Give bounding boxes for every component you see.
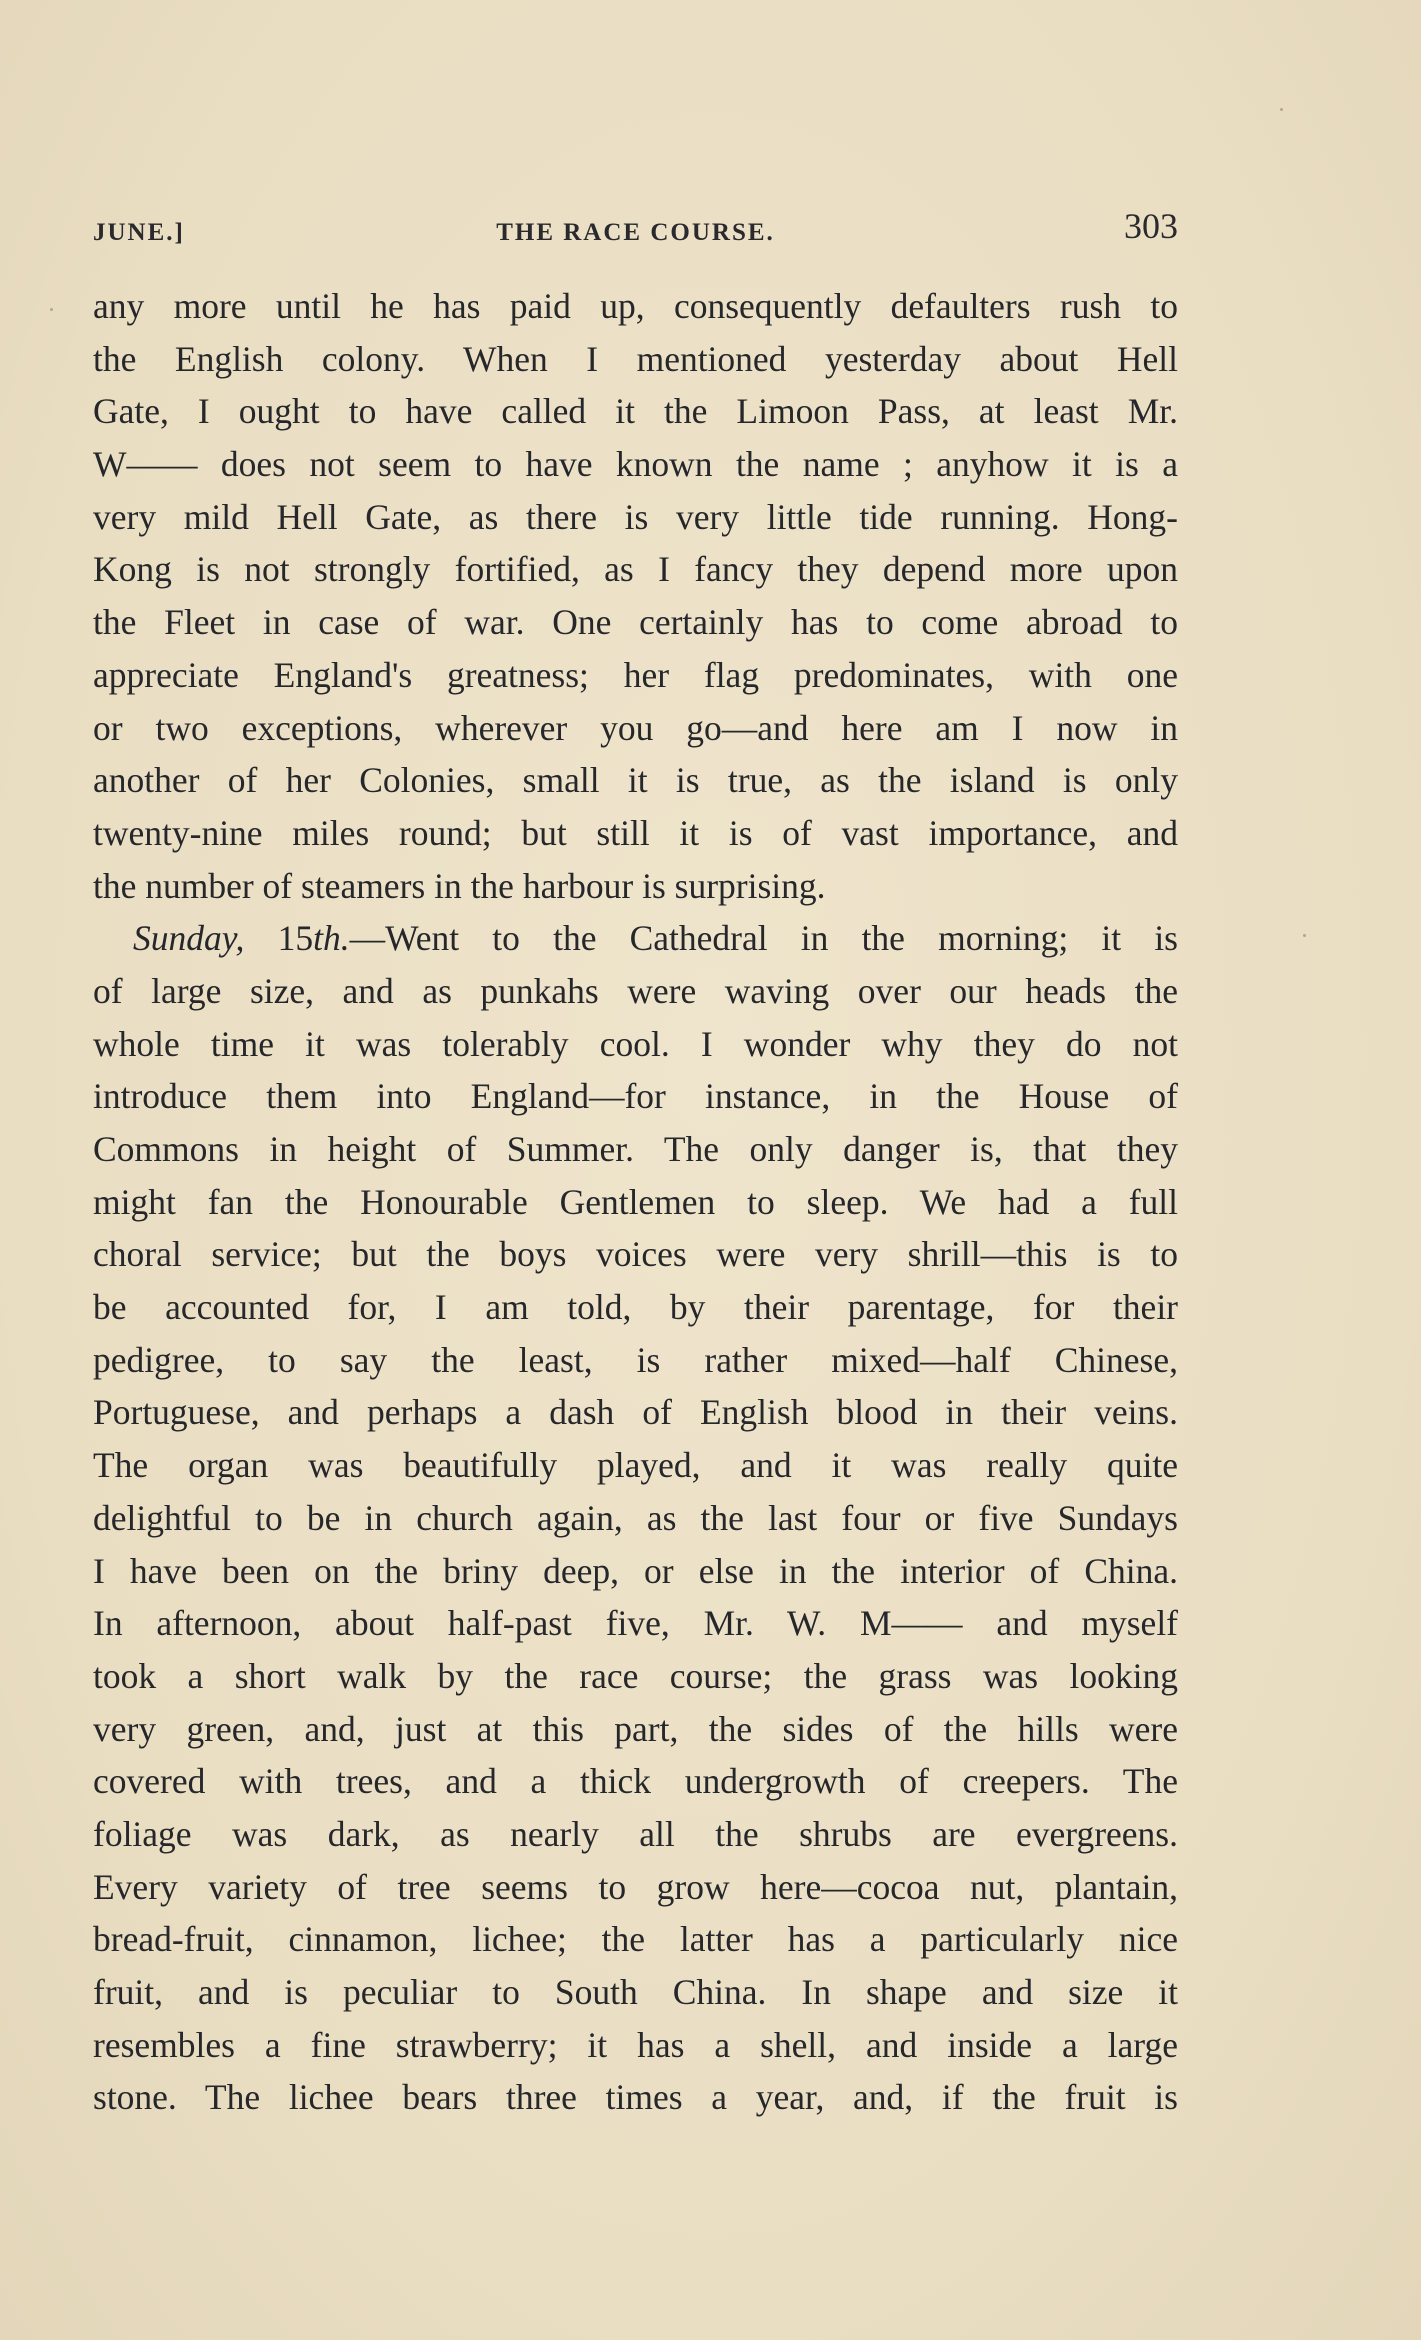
text-line: another of her Colonies, small it is true, as the island is only	[93, 760, 1178, 801]
text-line: the English colony. When I mentioned yesterday about Hell	[93, 338, 1178, 379]
text-line: very mild Hell Gate, as there is very little tide running. Hong-	[93, 496, 1178, 537]
text-line: fruit, and is peculiar to South China. In shape and size it	[93, 1972, 1178, 2012]
text-line: Kong is not strongly fortified, as I fancy they depend more upon	[93, 549, 1178, 590]
body-text	[93, 280, 1178, 2124]
page-speck	[50, 308, 53, 311]
text-line: Every variety of tree seems to grow here—cocoa nut, plantain,	[93, 1866, 1178, 1907]
text-line: of large size, and as punkahs were waving over our heads the	[93, 970, 1178, 1011]
text-line: choral service; but the boys voices were very shrill—this is to	[93, 1234, 1178, 1275]
running-head-title: THE RACE COURSE.	[496, 219, 775, 246]
text-line: very green, and, just at this part, the sides of the hills were	[93, 1708, 1178, 1749]
text-line: Portuguese, and perhaps a dash of English blood in their veins.	[93, 1392, 1178, 1433]
text-line: the Fleet in case of war. One certainly has to come abroad to	[93, 602, 1178, 643]
text-line: bread-fruit, cinnamon, lichee; the latter has a particularly nice	[93, 1919, 1178, 1960]
text-line: pedigree, to say the least, is rather mixed—half Chinese,	[93, 1339, 1178, 1380]
text-line: W—— does not seem to have known the name ; anyhow it is a	[93, 444, 1178, 485]
text-line: I have been on the briny deep, or else in the interior of China.	[93, 1550, 1178, 1591]
text-line: appreciate England's greatness; her flag predominates, with one	[93, 654, 1178, 695]
italic-day: Sunday,	[133, 918, 245, 959]
text-line: the number of steamers in the harbour is surprising.	[93, 865, 826, 906]
page-speck	[1303, 934, 1306, 937]
text-line: stone. The lichee bears three times a year, and, if the fruit is	[93, 2077, 1178, 2118]
text-line: delightful to be in church again, as the last four or five Sundays	[93, 1497, 1178, 1538]
text-line: In afternoon, about half-past five, Mr. W. M—— and myself	[93, 1603, 1178, 1644]
date-number: 15	[244, 918, 314, 959]
text-line: The organ was beautifully played, and it was really quite	[93, 1445, 1178, 1486]
page-speck	[1280, 108, 1283, 111]
page-number: 303	[1124, 206, 1178, 246]
text-line: foliage was dark, as nearly all the shrubs are evergreens.	[93, 1813, 1178, 1854]
line-text: —Went to the Cathedral in the morning; it is	[349, 918, 1179, 959]
text-line: might fan the Honourable Gentlemen to sleep. We had a full	[93, 1181, 1178, 1222]
text-line: whole time it was tolerably cool. I wonder why they do not	[93, 1023, 1178, 1064]
text-line: covered with trees, and a thick undergrowth of creepers. The	[93, 1761, 1178, 1802]
text-line	[93, 912, 1178, 965]
text-line: or two exceptions, wherever you go—and here am I now in	[93, 707, 1178, 748]
text-line: Commons in height of Summer. The only danger is, that they	[93, 1129, 1178, 1169]
text-line: resembles a fine strawberry; it has a shell, and inside a large	[93, 2024, 1178, 2065]
text-line: any more until he has paid up, consequently defaulters rush to	[93, 286, 1178, 326]
text-line: took a short walk by the race course; the grass was looking	[93, 1655, 1178, 1696]
text-line: Gate, I ought to have called it the Limoon Pass, at least Mr.	[93, 391, 1178, 432]
text-line: twenty-nine miles round; but still it is of vast importance, and	[93, 812, 1178, 853]
date-suffix: th.	[313, 918, 350, 959]
text-line: be accounted for, I am told, by their parentage, for their	[93, 1287, 1178, 1328]
running-head-month: JUNE.]	[93, 219, 185, 246]
text-line: introduce them into England—for instance, in the House of	[93, 1076, 1178, 1117]
page-header	[93, 205, 1178, 255]
